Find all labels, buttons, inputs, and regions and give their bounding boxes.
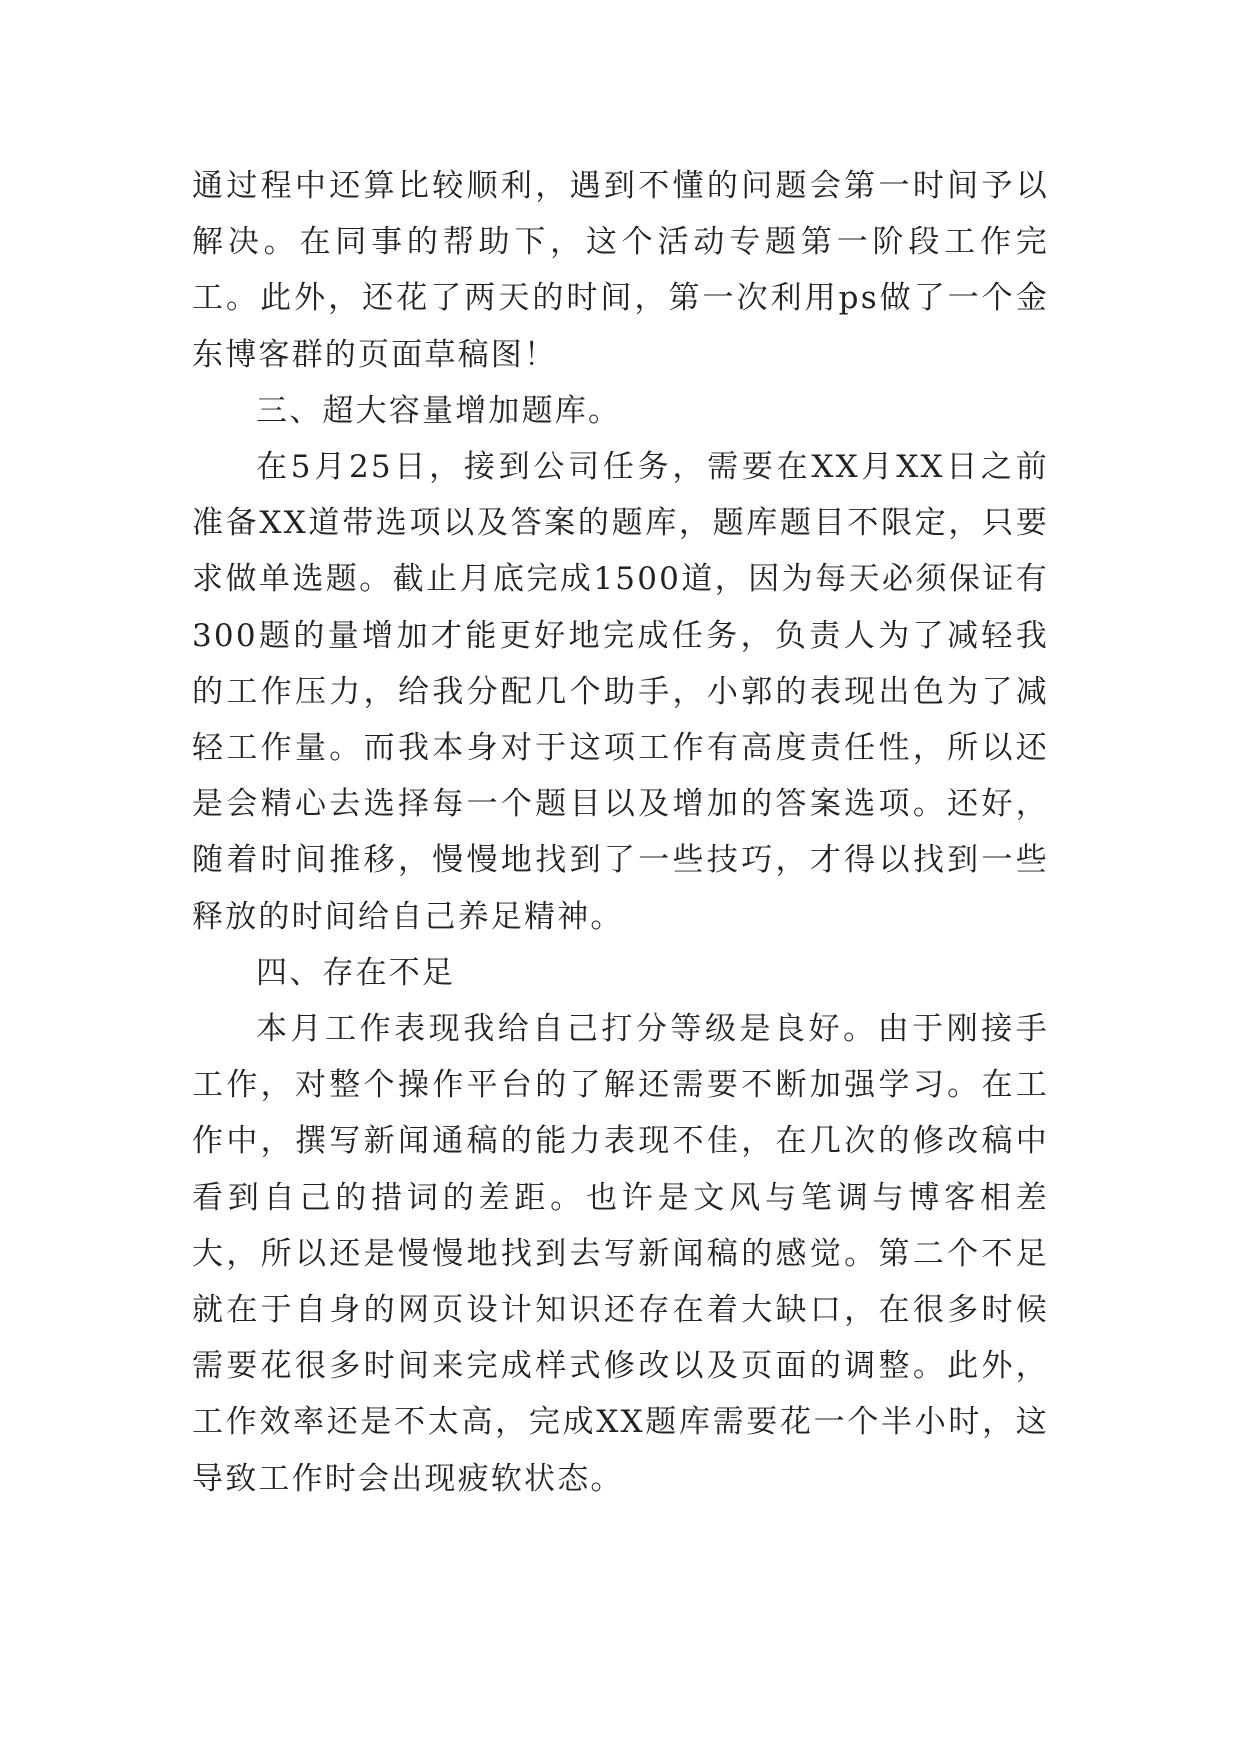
paragraph-question-bank: 在5月25日，接到公司任务，需要在XX月XX日之前准备XX道带选项以及答案的题库，题库题目不限定，只要求做单选题。截止月底完成1500道，因为每天必须保证有300题的量增加才能更好地完成任务，负责人为了减轻我的工作压力，给我分配几个助手，小郭的表现出色为了减轻工作量。而我本身对于这项工作有高度责任性，所以还是会精心去选择每一个题目以及增加的答案选项。还好，随着时间推移，慢慢地找到了一些技巧，才得以找到一些释放的时间给自己养足精神。 — [192, 449, 1049, 935]
paragraph-continuation: 通过程中还算比较顺利，遇到不懂的问题会第一时间予以解决。在同事的帮助下，这个活动专题第一阶段工作完工。此外，还花了两天的时间，第一次利用ps做了一个金东博客群的页面草稿图！ — [192, 168, 1049, 373]
document-body — [192, 158, 1049, 1507]
section-heading-3: 三、超大容量增加题库。 — [256, 392, 622, 429]
section-heading-4: 四、存在不足 — [256, 954, 456, 991]
paragraph-shortcomings: 本月工作表现我给自己打分等级是良好。由于刚接手工作，对整个操作平台的了解还需要不断加强学习。在工作中，撰写新闻通稿的能力表现不佳，在几次的修改稿中看到自己的措词的差距。也许是文风与笔调与博客相差大，所以还是慢慢地找到去写新闻稿的感觉。第二个不足就在于自身的网页设计知识还存在着大缺口，在很多时候需要花很多时间来完成样式修改以及页面的调整。此外，工作效率还是不太高，完成XX题库需要花一个半小时，这导致工作时会出现疲软状态。 — [192, 1011, 1049, 1497]
